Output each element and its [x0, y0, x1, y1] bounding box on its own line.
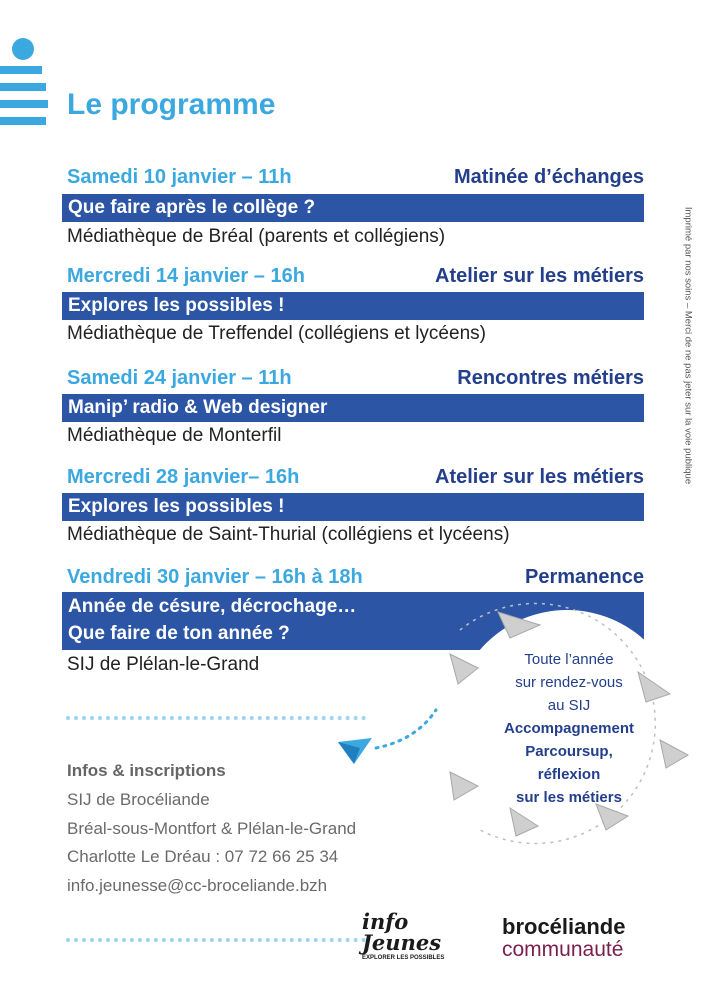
decor-bar: [0, 117, 46, 125]
event-venue: Médiathèque de Treffendel (collégiens et lycéens): [67, 323, 486, 344]
event-date: Vendredi 30 janvier – 16h à 18h: [67, 566, 363, 588]
event-venue: Médiathèque de Bréal (parents et collégiens): [67, 226, 446, 247]
event-headline: Que faire de ton année ?: [68, 623, 290, 644]
blue-plane-icon: [336, 700, 466, 780]
page-title: Le programme: [67, 88, 276, 121]
bubble-line: réflexion: [537, 766, 601, 783]
bubble-line: sur les métiers: [516, 789, 622, 806]
event-headline: Manip’ radio & Web designer: [68, 397, 328, 418]
event-headline: Explores les possibles !: [68, 295, 285, 316]
side-note: Imprimé par nos soins – Merci de ne pas jeter sur la voie publique: [682, 206, 694, 485]
event-date: Samedi 24 janvier – 11h: [67, 367, 292, 389]
event-headline: Année de césure, décrochage…: [68, 596, 357, 617]
event-venue: Médiathèque de Monterfil: [67, 425, 282, 446]
event-type: Atelier sur les métiers: [435, 466, 644, 488]
event-headline: Explores les possibles !: [68, 496, 285, 517]
decor-bar: [0, 100, 48, 108]
dotted-separator: [66, 938, 366, 942]
logo-text: Jeunes: [362, 930, 442, 955]
event-headline: Que faire après le collège ?: [68, 197, 316, 218]
info-email-link[interactable]: info.jeunesse@cc-broceliande.bzh: [67, 876, 328, 895]
decor-dot: [12, 38, 34, 60]
infos-title: Infos & inscriptions: [67, 761, 226, 780]
bubble-line: Accompagnement: [503, 720, 635, 737]
event-type: Atelier sur les métiers: [435, 265, 644, 287]
logo-text: EXPLORER LES POSSIBLES: [362, 955, 445, 961]
logo-text: info: [362, 909, 409, 934]
event-type: Rencontres métiers: [457, 367, 644, 389]
event-type: Permanence: [525, 566, 644, 588]
info-line: Bréal-sous-Montfort & Plélan-le-Grand: [67, 819, 357, 838]
bubble-line: au SIJ: [547, 697, 591, 714]
bubble-text: [465, 648, 673, 809]
decor-bar: [0, 66, 42, 74]
bubble-line: Parcoursup,: [525, 743, 613, 760]
broceliande-logo: brocéliande: [502, 914, 626, 939]
communaute-logo: communauté: [502, 938, 624, 961]
event-date: Mercredi 28 janvier– 16h: [67, 466, 300, 488]
event-venue: SIJ de Plélan-le-Grand: [67, 654, 260, 675]
event-venue: Médiathèque de Saint-Thurial (collégiens et lycéens): [67, 524, 510, 545]
decor-bar: [0, 83, 46, 91]
dotted-separator: [66, 716, 366, 720]
bubble-line: Toute l’année: [524, 651, 614, 668]
info-jeunes-logo: [362, 909, 445, 962]
event-date: Samedi 10 janvier – 11h: [67, 166, 292, 188]
info-line: Charlotte Le Dréau : 07 72 66 25 34: [67, 847, 339, 866]
bubble-line: sur rendez-vous: [515, 674, 623, 691]
info-line: SIJ de Brocéliande: [67, 790, 210, 809]
event-date: Mercredi 14 janvier – 16h: [67, 265, 305, 287]
event-type: Matinée d’échanges: [453, 166, 644, 188]
